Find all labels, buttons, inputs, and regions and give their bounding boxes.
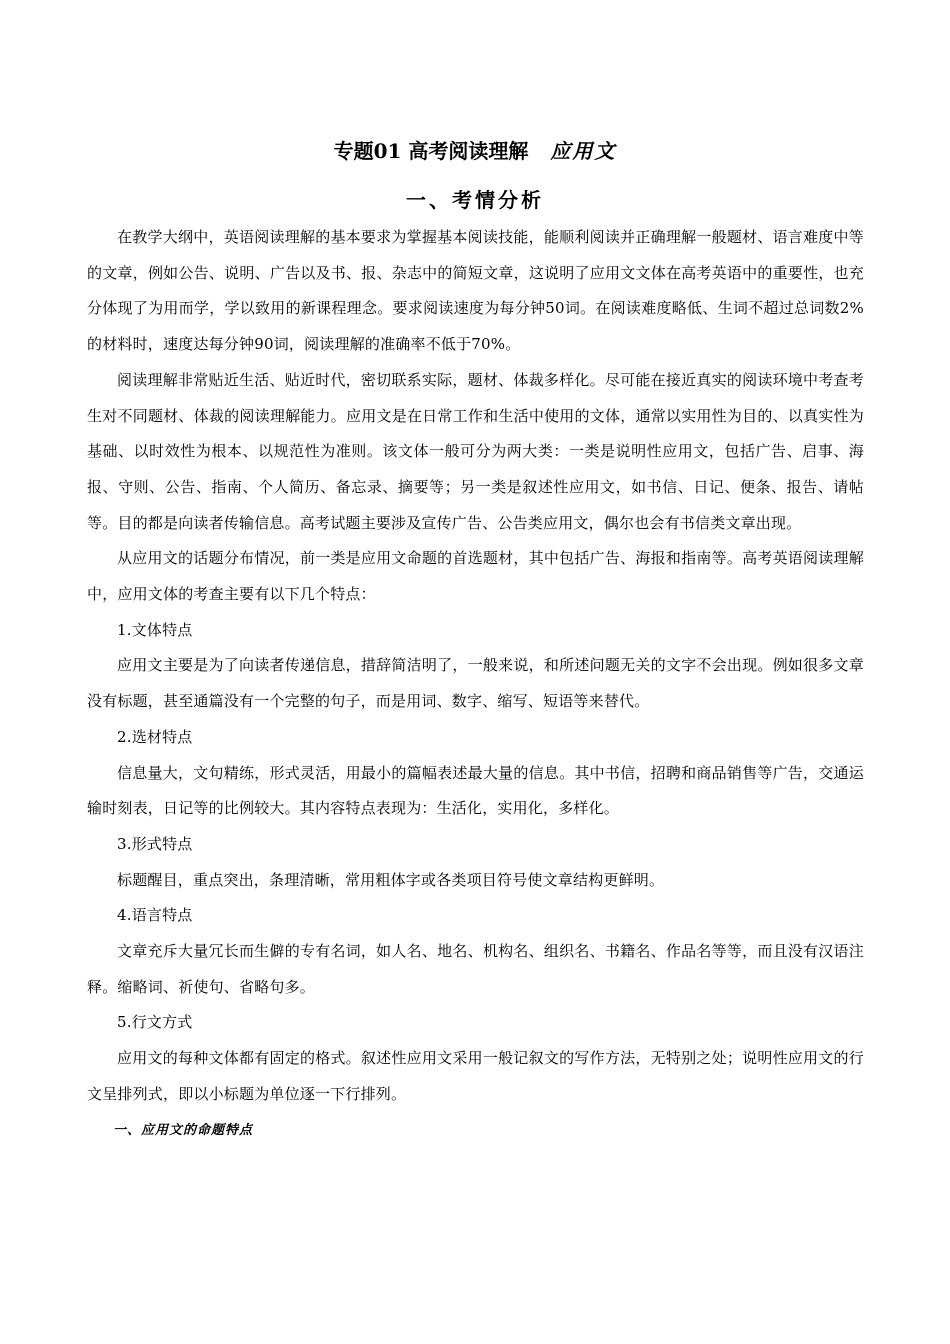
paragraph-topics: 从应用文的话题分布情况，前一类是应用文命题的首选题材，其中包括广告、海报和指南等。高考英语阅读理解中，应用文体的考查主要有以下几个特点： <box>87 549 864 604</box>
paragraph-style: 应用文主要是为了向读者传递信息，措辞简洁明了，一般来说，和所述问题无关的文字不会出现。例如很多文章没有标题，甚至通篇没有一个完整的句子，而是用词、数字、缩写、短语等来替代。 <box>87 656 864 711</box>
section-heading: 一、考情分析 <box>406 188 544 212</box>
paragraph-writing: 应用文的每种文体都有固定的格式。叙述性应用文采用一般记叙文的写作方法，无特别之处；说明性应用文的行文呈排列式，即以小标题为单位逐一下行排列。 <box>87 1049 864 1103</box>
list-heading-material: 2.选材特点 <box>117 727 193 746</box>
list-heading-style: 1.文体特点 <box>117 620 193 639</box>
document-title <box>0 135 950 167</box>
title-subtitle: 应用文 <box>550 139 617 163</box>
paragraph-material: 信息量大，文句精练，形式灵活，用最小的篇幅表述最大量的信息。其中书信，招聘和商品销售等广告，交通运输时刻表，日记等的比例较大。其内容特点表现为：生活化，实用化，多样化。 <box>87 763 864 818</box>
paragraph-intro: 在教学大纲中，英语阅读理解的基本要求为掌握基本阅读技能，能顺利阅读并正确理解一般题材、语言难度中等的文章，例如公告、说明、广告以及书、报、杂志中的简短文章，这说明了应用文文体在高考英语中的重要性，也充分体现了为用而学，学以致用的新课程理念。要求阅读速度为每分钟50词。在阅读难度略低、生词不超过总词数2%的材料时，速度达每分钟90词，阅读理解的准确率不低于70%。 <box>87 228 864 354</box>
paragraph-reading: 阅读理解非常贴近生活、贴近时代，密切联系实际，题材、体裁多样化。尽可能在接近真实的阅读环境中考查考生对不同题材、体裁的阅读理解能力。应用文是在日常工作和生活中使用的文体，通常以实用性为目的、以真实性为基础、以时效性为根本、以规范性为准则。该文体一般可分为两大类：一类是说明性应用文，包括广告、启事、海报、守则、公告、指南、个人简历、备忘录、摘要等；另一类是叙述性应用文，如书信、日记、便条、报告、请帖等。目的都是向读者传输信息。高考试题主要涉及宣传广告、公告类应用文，偶尔也会有书信类文章出现。 <box>87 370 864 532</box>
subsection-heading: 一、应用文的命题特点 <box>113 1122 254 1138</box>
paragraph-form: 标题醒目，重点突出，条理清晰，常用粗体字或各类项目符号使文章结构更鲜明。 <box>117 870 665 889</box>
list-heading-form: 3.形式特点 <box>117 834 193 853</box>
paragraph-language: 文章充斥大量冗长而生僻的专有名词，如人名、地名、机构名、组织名、书籍名、作品名等等，而且没有汉语注释。缩略词、祈使句、省略句多。 <box>87 942 864 996</box>
list-heading-language: 4.语言特点 <box>117 906 193 925</box>
document-body <box>87 220 864 1148</box>
title-main: 专题01 高考阅读理解 <box>333 139 529 163</box>
list-heading-writing: 5.行文方式 <box>117 1013 193 1032</box>
